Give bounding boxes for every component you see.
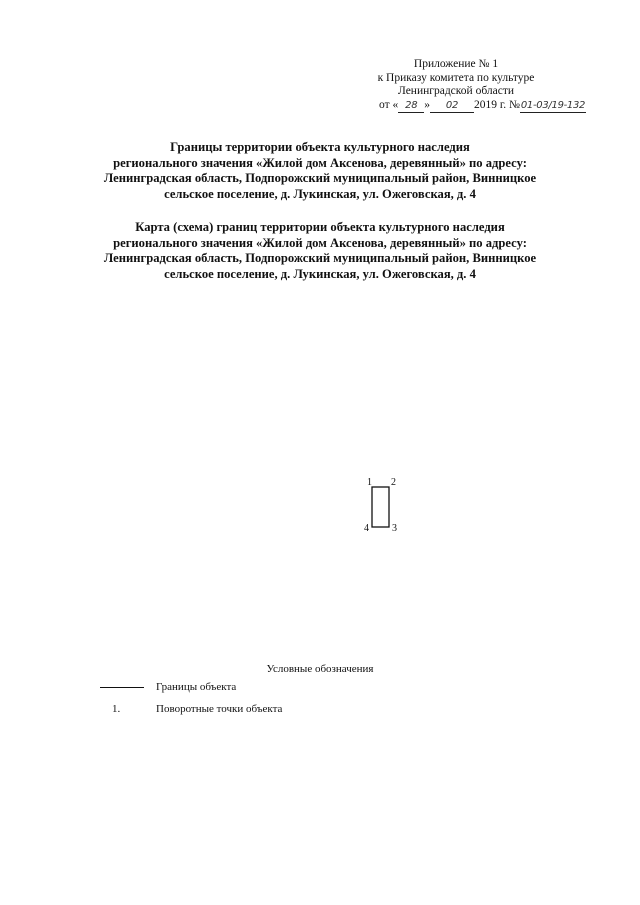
object-boundary-polygon — [372, 487, 389, 527]
order-date-line — [326, 99, 586, 113]
map-scheme-title — [40, 220, 600, 282]
date-day: 28 — [398, 100, 424, 113]
point-label-4: 4 — [364, 523, 369, 534]
legend-row-points — [100, 703, 282, 715]
boundary-line-symbol — [100, 687, 144, 688]
date-year: 2019 г. № — [473, 98, 520, 111]
map-scheme-title-line: Карта (схема) границ территории объекта культурного наследия — [135, 220, 505, 234]
boundaries-title-line: Границы территории объекта культурного наследия — [170, 140, 470, 154]
boundaries-title-line: регионального значения «Жилой дом Аксенова, деревянный» по адресу: — [113, 155, 527, 170]
date-month: 02 — [430, 100, 474, 113]
point-label-1: 1 — [367, 477, 372, 488]
point-label-3: 3 — [392, 523, 397, 534]
map-scheme-title-line: регионального значения «Жилой дом Аксенова, деревянный» по адресу: — [113, 235, 527, 250]
boundaries-title — [40, 140, 600, 202]
map-scheme-title-line: Ленинградская область, Подпорожский муниципальный район, Винницкое — [103, 251, 537, 266]
order-number: 01-03/19-132 — [520, 99, 586, 111]
boundaries-title-line: сельское поселение, д. Лукинская, ул. Ожеговская, д. 4 — [164, 186, 476, 201]
legend-points-label: Поворотные точки объекта — [156, 703, 283, 715]
legend-boundary-label: Границы объекта — [156, 681, 237, 693]
legend-row-boundary — [100, 681, 236, 693]
legend-point-symbol: 1. — [112, 703, 121, 715]
boundary-map-svg — [358, 470, 418, 540]
date-mid: » — [424, 98, 430, 111]
map-scheme-title-line: сельское поселение, д. Лукинская, ул. Ожеговская, д. 4 — [164, 266, 476, 281]
appendix-header — [326, 58, 586, 113]
appendix-number: Приложение № 1 — [413, 58, 499, 70]
appendix-order-reference: к Приказу комитета по культуре — [377, 71, 535, 84]
boundary-map — [358, 470, 418, 540]
boundaries-title-line: Ленинградская область, Подпорожский муниципальный район, Винницкое — [103, 171, 537, 186]
point-label-2: 2 — [391, 477, 396, 488]
date-prefix: от « — [378, 98, 399, 111]
legend-title: Условные обозначения — [266, 663, 374, 675]
appendix-region: Ленинградской области — [397, 85, 515, 97]
